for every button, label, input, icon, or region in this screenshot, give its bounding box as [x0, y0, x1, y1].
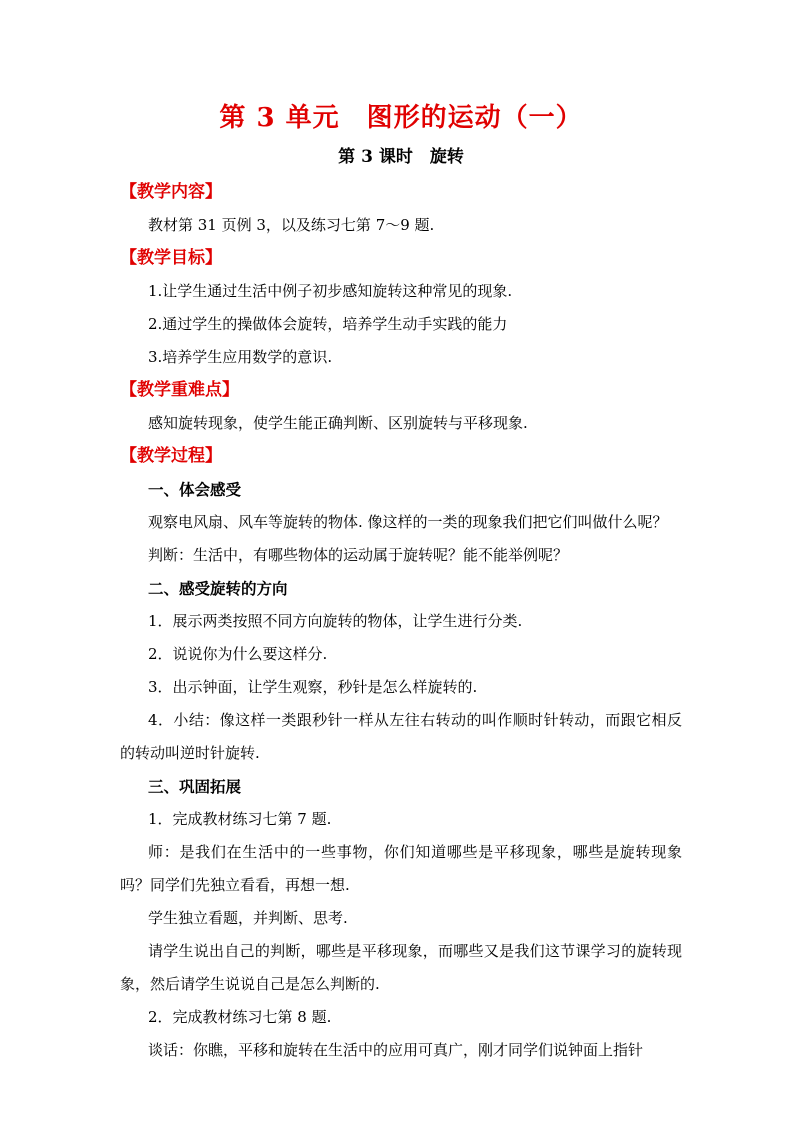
paragraph: 4．小结：像这样一类跟秒针一样从左往右转动的叫作顺时针转动，而跟它相反的转动叫逆时针旋转. — [120, 711, 682, 762]
section-heading: 【教学内容】 — [120, 182, 222, 202]
section-key-points — [120, 374, 682, 440]
sub-heading: 一、体会感受 — [148, 480, 242, 499]
paragraph: 判断：生活中，有哪些物体的运动属于旋转呢？能不能举例呢？ — [148, 546, 569, 564]
paragraph: 1．展示两类按照不同方向旋转的物体，让学生进行分类. — [148, 612, 523, 630]
sub-heading: 三、巩固拓展 — [148, 777, 242, 796]
section-heading: 【教学重难点】 — [120, 380, 239, 400]
unit-title: 第 3 单元 图形的运动（一） — [219, 103, 583, 133]
sub-heading: 二、感受旋转的方向 — [148, 579, 288, 598]
section-teaching-process — [120, 440, 682, 1067]
paragraph: 学生独立看题，并判断、思考. — [148, 909, 348, 927]
paragraph: 感知旋转现象，使学生能正确判断、区别旋转与平移现象. — [148, 414, 528, 432]
paragraph: 3．出示钟面，让学生观察，秒针是怎么样旋转的. — [148, 678, 478, 696]
section-heading: 【教学目标】 — [120, 248, 222, 268]
paragraph: 2．说说你为什么要这样分. — [148, 645, 328, 663]
goal-item: 2.通过学生的操做体会旋转，培养学生动手实践的能力 — [148, 315, 508, 333]
lesson-subtitle: 第 3 课时 旋转 — [338, 147, 464, 167]
paragraph: 2．完成教材练习七第 8 题. — [148, 1008, 332, 1026]
section-heading: 【教学过程】 — [120, 446, 222, 466]
paragraph: 谈话：你瞧，平移和旋转在生活中的应用可真广，刚才同学们说钟面上指针 — [148, 1041, 644, 1059]
paragraph: 师：是我们在生活中的一些事物，你们知道哪些是平移现象，哪些是旋转现象吗？同学们先独立看看，再想一想. — [120, 843, 682, 894]
paragraph: 请学生说出自己的判断，哪些是平移现象，而哪些又是我们这节课学习的旋转现象，然后请学生说说自己是怎么判断的. — [120, 942, 682, 993]
section-teaching-content — [120, 176, 682, 242]
paragraph: 1．完成教材练习七第 7 题. — [148, 810, 332, 828]
paragraph: 教材第 31 页例 3，以及练习七第 7～9 题. — [148, 216, 435, 234]
section-teaching-goals — [120, 242, 682, 374]
goal-item: 1.让学生通过生活中例子初步感知旋转这种常见的现象. — [148, 282, 513, 300]
paragraph: 观察电风扇、风车等旋转的物体. 像这样的一类的现象我们把它们叫做什么呢？ — [148, 513, 668, 531]
goal-item: 3.培养学生应用数学的意识. — [148, 348, 333, 366]
